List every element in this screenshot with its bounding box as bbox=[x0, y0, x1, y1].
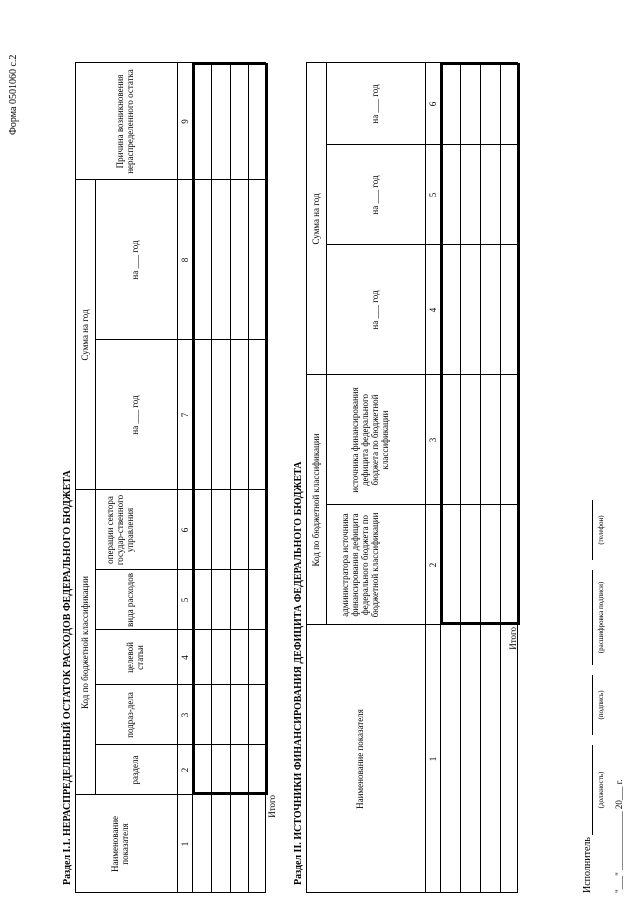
s1-colnum-1: 1 bbox=[180, 841, 190, 847]
section2-title: Раздел II. ИСТОЧНИКИ ФИНАНСИРОВАНИЯ ДЕФИЦИТА ФЕДЕРАЛЬНОГО БЮДЖЕТА bbox=[293, 461, 304, 885]
s1-colnum-4: 4 bbox=[180, 655, 190, 660]
form-reference: Форма 0501060 с.2 bbox=[8, 54, 19, 135]
s2-colnum-1: 1 bbox=[428, 756, 438, 762]
s1-reason-header: Причина возникновения нераспределенного остатка bbox=[115, 69, 135, 174]
s1-col-celevaya: целевой статьи bbox=[125, 642, 145, 673]
s1-sum-group-header: Сумма на год bbox=[80, 309, 90, 361]
s2-colnum-5: 5 bbox=[428, 192, 438, 198]
s2-name-header: Наименование показателя bbox=[355, 709, 365, 809]
s2-sum-group-header: Сумма на год bbox=[311, 193, 321, 245]
s1-col-vid: вида расходов bbox=[125, 573, 135, 627]
s1-code-group-header: Код по бюджетной классификации bbox=[80, 575, 90, 710]
s2-sum-col-3: на ___ год bbox=[370, 84, 380, 124]
s1-name-header: Наименование показателя bbox=[110, 815, 130, 873]
s1-colnum-9: 9 bbox=[180, 119, 190, 124]
phone-caption: (телефон) bbox=[597, 515, 605, 545]
s2-total-label: Итого bbox=[508, 627, 518, 650]
s2-sum-col-1: на ___ год bbox=[370, 290, 380, 330]
s1-col-podrazdel: подраз-дела bbox=[125, 692, 135, 738]
executor-label: Исполнитель bbox=[582, 837, 593, 893]
s2-colnum-4: 4 bbox=[428, 307, 438, 313]
section1-title: Раздел I.1. НЕРАСПРЕДЕЛЕННЫЙ ОСТАТОК РАСХОДОВ ФЕДЕРАЛЬНОГО БЮДЖЕТА bbox=[62, 470, 73, 885]
s2-col-source: источника финансирования дефицита федерального бюджета по бюджетной классификации bbox=[350, 387, 390, 493]
s2-colnum-3: 3 bbox=[428, 437, 438, 443]
s1-total-label: Итого bbox=[267, 795, 277, 818]
s2-code-group-header: Код по бюджетной классификации bbox=[311, 433, 321, 567]
s1-colnum-8: 8 bbox=[180, 257, 190, 263]
decoding-caption: (расшифровка подписи) bbox=[597, 581, 605, 654]
s1-col-operacii: операции сектора государ-ственного управления bbox=[105, 494, 135, 566]
s2-colnum-2: 2 bbox=[428, 562, 438, 568]
s1-col-razdel: раздела bbox=[130, 755, 140, 785]
s2-colnum-6: 6 bbox=[428, 101, 438, 107]
s1-colnum-3: 3 bbox=[180, 712, 190, 718]
s2-sum-col-2: на ___ год bbox=[370, 175, 380, 215]
s1-sum-col-1: на ___ год bbox=[130, 395, 140, 435]
date-line: "___" _____________ 20___ г. bbox=[614, 779, 624, 893]
sign-caption: (подпись) bbox=[597, 690, 605, 720]
s1-colnum-6: 6 bbox=[180, 527, 190, 533]
s2-col-admin: администратора источника финансирования дефицита федерального бюджета по бюджетной классификации bbox=[340, 512, 380, 618]
s1-colnum-5: 5 bbox=[180, 597, 190, 603]
s1-sum-col-2: на ___ год bbox=[130, 240, 140, 280]
position-caption: (должность) bbox=[597, 771, 605, 809]
s1-colnum-7: 7 bbox=[180, 412, 190, 418]
s1-colnum-2: 2 bbox=[180, 767, 190, 773]
